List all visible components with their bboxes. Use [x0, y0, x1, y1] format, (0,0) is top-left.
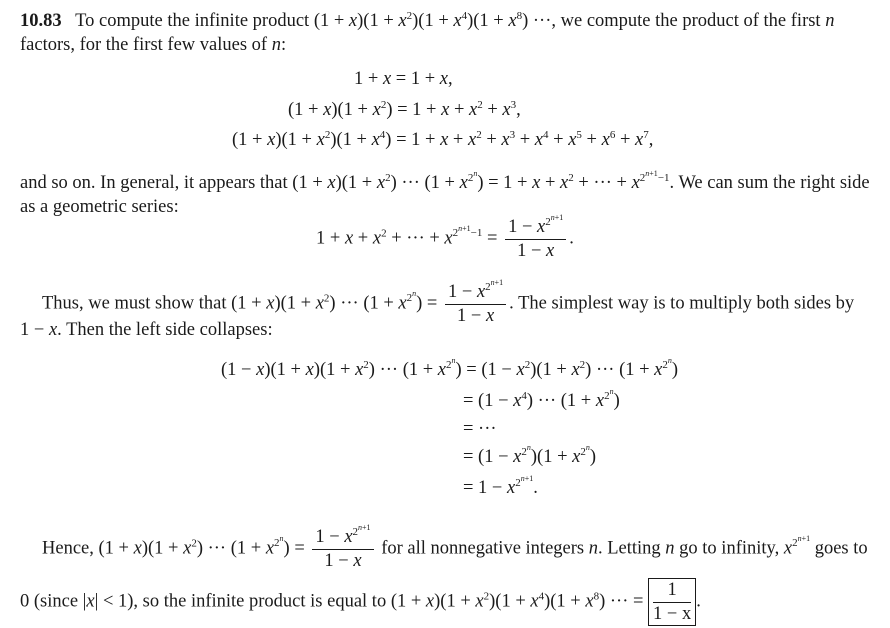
geometric-series-equation: $1 + x + x^2$ + ··· + $x^{2^{n+1}-1}$ = $\frac{1 - x^{2^{n+1}}}{1 - x}$ .: [316, 213, 574, 261]
intro-text-a: To compute the infinite product: [75, 11, 314, 31]
general-line-1: and so on. In general, it appears that $(1 + x)(1 + x^2)$ ··· $(1 + x^{2^n}) = 1 + x + x^2$ + ··· + $x^{2^{n+1}-1}$. We can sum the right side: [20, 169, 870, 193]
collapse-step-2: = $(1 - x^4)$ ··· $(1 + x^{2^n})$: [463, 387, 620, 411]
thus-text-b: . The simplest way is to multiply both sides by: [509, 293, 855, 314]
general-text-b: . We can sum the right side: [669, 173, 870, 193]
final-answer-denominator: 1 − x: [653, 603, 692, 624]
final-answer-box: [648, 578, 696, 626]
equation-2: $(1 + x)(1 + x^2) = 1 + x + x^2 + x^3$,: [288, 99, 521, 120]
thus-fraction: $\frac{1 - x^{2^{n+1}}}{1 - x}$: [445, 283, 506, 325]
intro-expr: $(1 + x)(1 + x^2)(1 + x^4)(1 + x^8)$ ···: [313, 10, 552, 31]
general-line-2: [20, 198, 179, 217]
hence-text-a: Hence,: [42, 538, 99, 559]
hence-text-c: goes to: [810, 538, 868, 559]
collapse-step-3: = ···: [463, 419, 497, 439]
intro-text-b: , we compute the product of the first n: [551, 11, 835, 31]
final-line: 0 (since |x| < 1), so the infinite product is equal to $(1 + x)(1 + x^2)(1 + x^4)(1 + x^8)$ ··· = $\frac{1}{1 - x}$ .: [20, 578, 701, 626]
collapse-step-4: = $(1 - x^{2^n})(1 + x^{2^n})$: [463, 443, 597, 467]
problem-number: 10.83: [20, 11, 62, 31]
collapse-step-1: $(1 - x)(1 + x)(1 + x^2)$ ··· $(1 + x^{2^n}) = (1 - x^2)(1 + x^2)$ ··· $(1 + x^{2^n})$: [221, 356, 679, 380]
hence-line-1: Hence, $(1 + x)(1 + x^2)$ ··· $(1 + x^{2^n})$ = $\frac{1 - x^{2^{n+1}}}{1 - x}$ for all nonnegative integers n. Letting n go to infinity, $x^{2^{n+1}}$ goes to: [42, 523, 868, 571]
equation-1: 1 + x = 1 + x,: [354, 69, 453, 89]
equation-3: $(1 + x)(1 + x^2)(1 + x^4) = 1 + x + x^2 + x^3 + x^4 + x^5 + x^6 + x^7$,: [232, 129, 654, 150]
thus-line-2: 1 − x. Then the left side collapses:: [20, 320, 273, 340]
geometric-fraction: $\frac{1 - x^{2^{n+1}}}{1 - x}$: [505, 218, 566, 260]
thus-line-1: Thus, we must show that $(1 + x)(1 + x^2)$ ··· $(1 + x^{2^n})$ = $\frac{1 - x^{2^{n+1}}}{1 - x}$ . The simplest way is to multiply both sides by: [42, 278, 855, 326]
intro-line-2: factors, for the first few values of n:: [20, 35, 287, 55]
hence-fraction: $\frac{1 - x^{2^{n+1}}}{1 - x}$: [312, 528, 373, 570]
final-answer-numerator: 1: [653, 581, 691, 603]
general-text-line2: as a geometric series:: [20, 197, 179, 217]
intro-line-1: [20, 12, 834, 31]
general-text-a: and so on. In general, it appears that: [20, 173, 293, 193]
collapse-step-5: = $1 - x^{2^{n+1}}$.: [463, 474, 538, 498]
thus-text-a: Thus, we must show that: [42, 293, 232, 314]
